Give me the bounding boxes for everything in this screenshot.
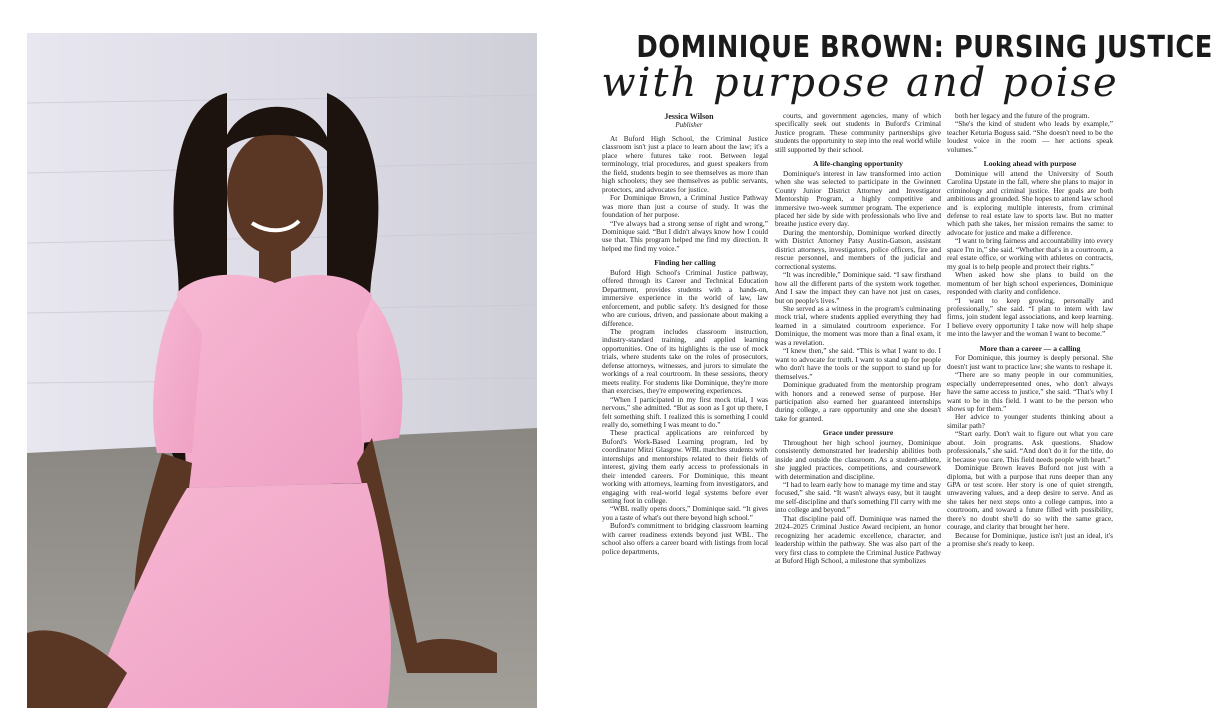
body-paragraph: “She's the kind of student who leads by example,” teacher Keturia Boguss said. “She doesn't need to be the loudest voice in the room — her actions speak volumes.” (947, 119, 1113, 154)
article-subheadline: with purpose and poise (601, 60, 1119, 106)
body-paragraph: For Dominique Brown, a Criminal Justice Pathway was more than just a course of study. It was the foundation of her purpose. (602, 193, 768, 220)
body-paragraph: “It was incredible,” Dominique said. “I saw firsthand how all the different parts of the system work together. And I saw the impact they can have not just on cases, but on people's lives.” (775, 270, 941, 305)
body-paragraph: “Start early. Don't wait to figure out what you care about. Join programs. Ask questions. Shadow professionals,” she said. “And don't do it for the title, do it because you care. This field needs people with heart.” (947, 429, 1113, 464)
column-body-2 (775, 112, 941, 566)
article-headline: DOMINIQUE BROWN: PURSING JUSTICE (636, 30, 1213, 65)
body-paragraph: The program includes classroom instruction, industry-standard training, and applied learning opportunities. One of its highlights is the use of mock trials, where students take on the roles of prosecutors, defense attorneys, witnesses, and jurors to simulate the workings of a real courtroom. In these sessions, theory meets reality. For students like Dominique, they're more than exercises, they're empowering experiences. (602, 326, 768, 396)
byline-author: Jessica Wilson (664, 112, 714, 121)
body-paragraph: “I've always had a strong sense of right and wrong,” Dominique said. “But I didn't always know how I could use that. This program helped me find my direction. It helped me find my voice.” (602, 218, 768, 253)
body-paragraph: “WBL really opens doors,” Dominique said. “It gives you a taste of what's out there beyond high school.” (602, 504, 768, 522)
section-heading: Grace under pressure (822, 428, 894, 438)
body-paragraph: She served as a witness in the program's culminating mock trial, where students applied everything they had learned in a simulated courtroom experience. For Dominique, the moment was more than a final exam, it was a revelation. (775, 303, 941, 347)
article-column-2 (775, 112, 941, 714)
body-paragraph: both her legacy and the future of the program. (955, 111, 1090, 120)
body-paragraph: Because for Dominique, justice isn't just an ideal, it's a promise she's ready to keep. (947, 530, 1113, 549)
body-paragraph: These practical applications are reinforced by Buford's Work-Based Learning program, led by coordinator Mitzi Glasgow. WBL matches students with internships and mentorships related to their fields of interest, giving them early access to professionals in their intended careers. For Dominique, this meant working with attorneys, learning from investigators, and engaging with real-world legal systems before ever setting foot in college. (602, 428, 768, 506)
body-paragraph: Buford's commitment to bridging classroom learning with career readiness extends beyond just WBL. The school also offers a career board with listings from local police departments, (602, 521, 768, 556)
body-paragraph: “I had to learn early how to manage my time and stay focused,” she said. “It wasn't always easy, but it taught me self-discipline and that's something I'll carry with me into college and beyond.” (775, 480, 941, 515)
body-paragraph: “When I participated in my first mock trial, I was nervous,” she admitted. “But as soon as I got up there, I felt something shift. I realized this is something I could really do, something I was meant to do.” (602, 394, 768, 429)
section-heading: Looking ahead with purpose (983, 159, 1077, 169)
section-heading: More than a career — a calling (979, 343, 1081, 353)
article-column-1 (602, 112, 768, 714)
body-paragraph: courts, and government agencies, many of which specifically seek out students in Buford's Criminal Justice program. These community partnerships give students the opportunity to step into the real world while still supported by their school. (775, 111, 941, 154)
body-paragraph: “I knew then,” she said. “This is what I want to do. I want to advocate for truth. I want to stand up for people who don't have the tools or the support to stand up for themselves.” (775, 346, 941, 381)
byline-title: Publisher (675, 121, 703, 129)
section-heading: Finding her calling (654, 258, 716, 268)
body-paragraph: That discipline paid off. Dominique was named the 2024–2025 Criminal Justice Award recipient, an honor recognizing her academic excellence, character, and leadership within the pathway. She was also part of the very first class to complete the Criminal Justice Pathway at Buford High School, a milestone that symbolizes (775, 513, 941, 566)
body-paragraph: Dominique graduated from the mentorship program with honors and a renewed sense of purpose. Her participation also earned her guaranteed internships during college, a rare opportunity and one she doesn't take for granted. (775, 380, 941, 423)
body-paragraph: Dominique will attend the University of South Carolina Upstate in the fall, where she plans to major in criminology and criminal justice. Her goals are both ambitious and grounded. She hopes to attend law school and is exploring multiple interests, from criminal defense to real estate law to sports law. But no matter which path she takes, her mission remains the same: to advocate for justice and make a difference. (947, 168, 1113, 237)
body-paragraph: Her advice to younger students thinking about a similar path? (947, 412, 1113, 430)
body-paragraph: “There are so many people in our communities, especially underrepresented ones, who don't always have the same access to justice,” she said. “That's why I want to be in this field. I want to be the person who shows up for them.” (947, 370, 1113, 413)
body-paragraph: Dominique's interest in law transformed into action when she was selected to participate in the Gwinnett County Junior District Attorney and Investigator Mentorship Program, a highly competitive and immersive two-week summer program. The experience placed her side by side with professionals who live and breathe justice every day. (775, 168, 941, 229)
article-column-3 (947, 112, 1113, 714)
body-paragraph: For Dominique, this journey is deeply personal. She doesn't just want to practice law; she wants to reshape it. (947, 353, 1113, 371)
body-paragraph: “I want to bring fairness and accountability into every space I'm in,” she said. “Whether that's in a courtroom, a real estate office, or working with athletes on contracts, my goal is to help people and protect their rights.” (947, 236, 1113, 271)
section-heading: A life-changing opportunity (813, 159, 903, 169)
column-body-1 (602, 135, 768, 556)
portrait-photo (27, 33, 537, 708)
body-paragraph: “I want to keep growing, personally and professionally,” she said. “I plan to intern with law firms, join student legal associations, and keep learning. I believe every opportunity I take now will help shape me into the lawyer and the woman I want to become.” (947, 295, 1113, 339)
body-paragraph: Throughout her high school journey, Dominique consistently demonstrated her leadership abilities both inside and outside the classroom. As a student-athlete, she juggled practices, competitions, and coursework with determination and discipline. (775, 437, 941, 481)
body-paragraph: At Buford High School, the Criminal Justice classroom isn't just a place to learn about the law; it's a place where futures take root. Between legal terminology, trial procedures, and guest speakers from the field, students begin to see themselves as more than high schoolers; they see themselves as public servants, protectors, and advocates for justice. (602, 134, 768, 194)
column-body-3 (947, 112, 1113, 549)
body-paragraph: Buford High School's Criminal Justice pathway, offered through its Career and Technical Education Department, provides students with a hands-on, immersive experience in the world of law, law enforcement, and public safety. It's designed for those who are curious, driven, and passionate about making a difference. (602, 267, 768, 328)
body-paragraph: When asked how she plans to build on the momentum of her high school experiences, Dominique responded with clarity and confidence. (947, 270, 1113, 297)
body-paragraph: During the mentorship, Dominique worked directly with District Attorney Patsy Austin-Gatson, assistant district attorneys, investigators, police officers, fire and rescue personnel, and members of the judicial and correctional systems. (775, 227, 941, 271)
body-paragraph: Dominique Brown leaves Buford not just with a diploma, but with a purpose that runs deeper than any GPA or test score. Her story is one of quiet strength, unwavering values, and a deep desire to serve. And as she takes her next steps onto a college campus, into a courtroom, and toward a future filled with possibility, there's no doubt she'll do so with the same grace, courage, and clarity that brought her here. (947, 463, 1113, 532)
portrait-illustration (27, 33, 537, 708)
